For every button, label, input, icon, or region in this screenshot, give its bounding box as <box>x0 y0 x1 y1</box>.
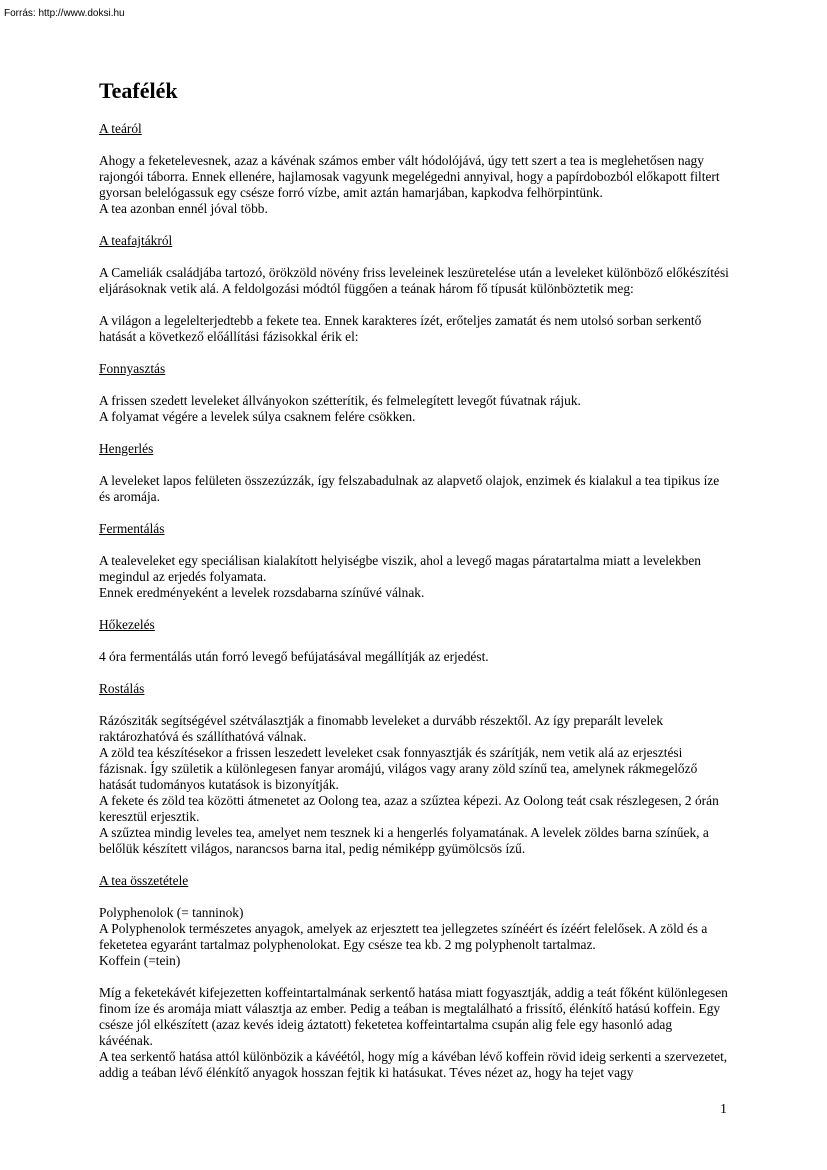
paragraph: A leveleket lapos felületen összezúzzák, így felszabadulnak az alapvető olajok, enzimek és kialakul a tea tipikus íze és aromája. <box>99 473 720 504</box>
paragraph: Polyphenolok (= tanninok) A Polyphenolok természetes anyagok, amelyek az erjesztett tea jellegzetes színéért és ízéért felelősek. A zöld és a feketetea egyaránt tartalmaz polyphenolokat. Egy csésze tea kb. 2 mg polyphenolt tartalmaz. Koffein (=tein) <box>99 905 708 968</box>
document-body <box>99 78 729 1097</box>
source-line: Forrás: http://www.doksi.hu <box>4 8 125 19</box>
paragraph: Rázósziták segítségével szétválasztják a finomabb leveleket a durvább részektől. Az így preparált levelek raktározhatóvá és szállíthatóvá válnak. A zöld tea készítésekor a frissen leszedett leveleket csak fonnyasztják és szárítják, nem vetik alá az erjesztési fázisnak. Így születik a különlegesen fanyar aromájú, világos vagy arany zöld színű tea, amelynek rákmegelőző hatását tudományos kutatások is bizonyítják. A fekete és zöld tea közötti átmenetet az Oolong tea, azaz a szűztea képezi. Az Oolong teát csak részlegesen, 2 órán keresztül erjesztik. A szűztea mindig leveles tea, amelyet nem tesznek ki a hengerlés folyamatának. A levelek zöldes barna színűek, a belőlük készített világos, narancsos barna ital, pedig némiképp gyümölcsös ízű. <box>99 713 719 856</box>
section-heading-rolling: Hengerlés <box>99 441 154 456</box>
paragraph: A tealeveleket egy speciálisan kialakított helyiségbe viszik, ahol a levegő magas páratartalma miatt a levelekben megindul az erjedés folyamata. Ennek eredményeként a levelek rozsdabarna színűvé válnak. <box>99 553 701 600</box>
section-heading-fermentation: Fermentálás <box>99 521 165 536</box>
section-heading-composition: A tea összetétele <box>99 873 189 888</box>
paragraph: Míg a feketekávét kifejezetten koffeintartalmának serkentő hatása miatt fogyasztják, addig a teát főként különlegesen finom íze és aromája miatt választja az ember. Pedig a teában is megtalálható a frissítő, élénkítő hatású koffein. Egy csésze jól elkészített (azaz kevés ideig áztatott) feketetea koffeintartalma csupán alig fele egy hasonló adag kávéénak. A tea serkentő hatása attól különbözik a kávéétól, hogy míg a kávéban lévő koffein rövid ideig serkenti a szervezetet, addig a teában lévő élénkítő anyagok hosszan fejtik ki hatásukat. Téves nézet az, hogy ha tejet vagy <box>99 985 728 1080</box>
paragraph: A világon a legelelterjedtebb a fekete tea. Ennek karakteres ízét, erőteljes zamatát és nem utolsó sorban serkentő hatását a következő előállítási fázisokkal érik el: <box>99 313 702 344</box>
document-title: Teafélék <box>99 78 178 103</box>
paragraph: Ahogy a feketelevesnek, azaz a kávénak számos ember vált hódolójává, úgy tett szert a tea is meglehetősen nagy rajongói táborra. Ennek ellenére, hajlamosak vagyunk megelégedni annyival, hogy a papírdobozból előkapott filtert gyorsan belelógassuk egy csésze forró vízbe, amit aztán hamarjában, kapkodva felhörpintünk. A tea azonban ennél jóval több. <box>99 153 720 216</box>
page-number: 1 <box>720 1102 727 1117</box>
paragraph: A Cameliák családjába tartozó, örökzöld növény friss leveleinek leszüretelése után a leveleket különböző előkészítési eljárásoknak vetik alá. A feldolgozási módtól függően a teának három fő típusát különböztetik meg: <box>99 265 729 296</box>
section-heading-tea: A teáról <box>99 121 142 136</box>
section-heading-tea-types: A teafajtákról <box>99 233 173 248</box>
paragraph: 4 óra fermentálás után forró levegő befújatásával megállítják az erjedést. <box>99 649 489 664</box>
section-heading-withering: Fonnyasztás <box>99 361 166 376</box>
section-heading-sifting: Rostálás <box>99 681 145 696</box>
section-heading-heat-treatment: Hőkezelés <box>99 617 155 632</box>
paragraph: A frissen szedett leveleket állványokon szétterítik, és felmelegített levegőt fúvatnak rájuk. A folyamat végére a levelek súlya csaknem felére csökken. <box>99 393 581 424</box>
